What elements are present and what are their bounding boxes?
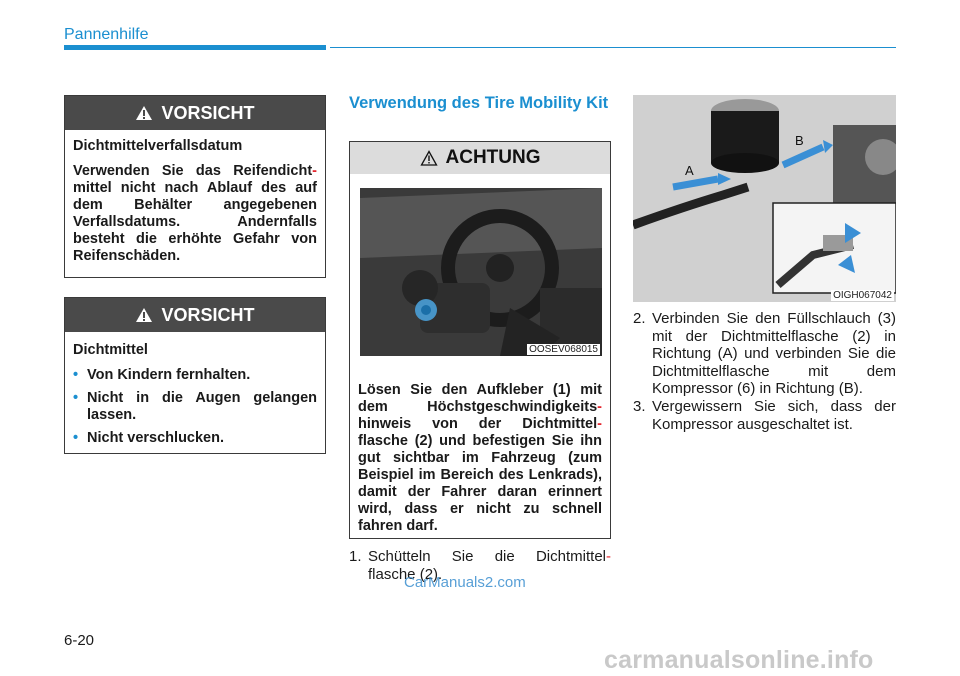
kit-illustration <box>633 95 896 302</box>
warning-text: Lösen Sie den Aufkleber (1) mit dem Höchstgeschwindigkeits- hinweis von der Dichtmittel- flasche (2) und befestigen Sie ihn gut sichtbar im Fahrzeug (zum Beispiel im Bereich des Lenkrads), damit der Fahrer daran erinnert wird, dass er nicht zu schnell fahren darf. <box>358 382 602 534</box>
caution-header <box>65 96 325 130</box>
figure-label-b: B <box>795 133 804 148</box>
caution-box-expiry <box>64 95 326 278</box>
caution-label: VORSICHT <box>161 102 255 123</box>
step-3: 3. Vergewissern Sie sich, dass der Kompressor ausgeschaltet ist. <box>633 398 896 433</box>
header-rule-thick <box>64 45 326 50</box>
dashboard-photo <box>360 188 602 356</box>
warning-triangle-icon <box>420 150 438 166</box>
warning-box <box>349 141 611 539</box>
list-item: • Von Kindern fernhalten. <box>73 367 251 383</box>
kit-figure <box>633 95 896 302</box>
section-heading: Verwendung des Tire Mobility Kit <box>349 94 609 112</box>
caution-text: Verwenden Sie das Reifendicht- mittel nicht nach Ablauf des auf dem Behälter angegebenen Verfallsdatums. Andernfalls besteht die erhöhte Gefahr von Reifenschäden. <box>73 163 317 264</box>
watermark-site: carmanualsonline.info <box>604 646 874 674</box>
list-item: • Nicht verschlucken. <box>73 430 224 446</box>
header-rule-thin <box>330 47 896 48</box>
step-1: 1. Schütteln Sie die Dichtmittel- flasche (2). <box>349 548 611 583</box>
section-title: Pannenhilfe <box>64 26 149 43</box>
warning-triangle-icon <box>135 105 153 121</box>
list-item: • Nicht in die Augen gelangen lassen. <box>73 390 317 423</box>
warning-triangle-icon <box>135 307 153 323</box>
caution-header <box>65 298 325 332</box>
page-number: 6-20 <box>64 632 95 649</box>
image-code: OOSEV068015 <box>529 344 598 355</box>
caution-subtitle: Dichtmittel <box>73 342 148 358</box>
caution-label: VORSICHT <box>161 304 255 325</box>
caution-subtitle: Dichtmittelverfallsdatum <box>73 138 243 154</box>
figure-label-a: A <box>685 163 694 178</box>
dashboard-illustration <box>360 188 602 356</box>
watermark-link[interactable]: CarManuals2.com <box>404 574 526 591</box>
warning-label: ACHTUNG <box>445 147 541 168</box>
caution-bullet-list <box>73 367 317 447</box>
image-code: OIGH067042 <box>833 290 892 301</box>
step-2: 2. Verbinden Sie den Füllschlauch (3) mit der Dichtmittelflasche (2) in Richtung (A) und verbinden Sie die Dichtmittelflasche mit dem Kompressor (6) in Richtung (B). <box>633 310 896 397</box>
warning-header <box>350 142 610 174</box>
caution-box-sealant <box>64 297 326 454</box>
